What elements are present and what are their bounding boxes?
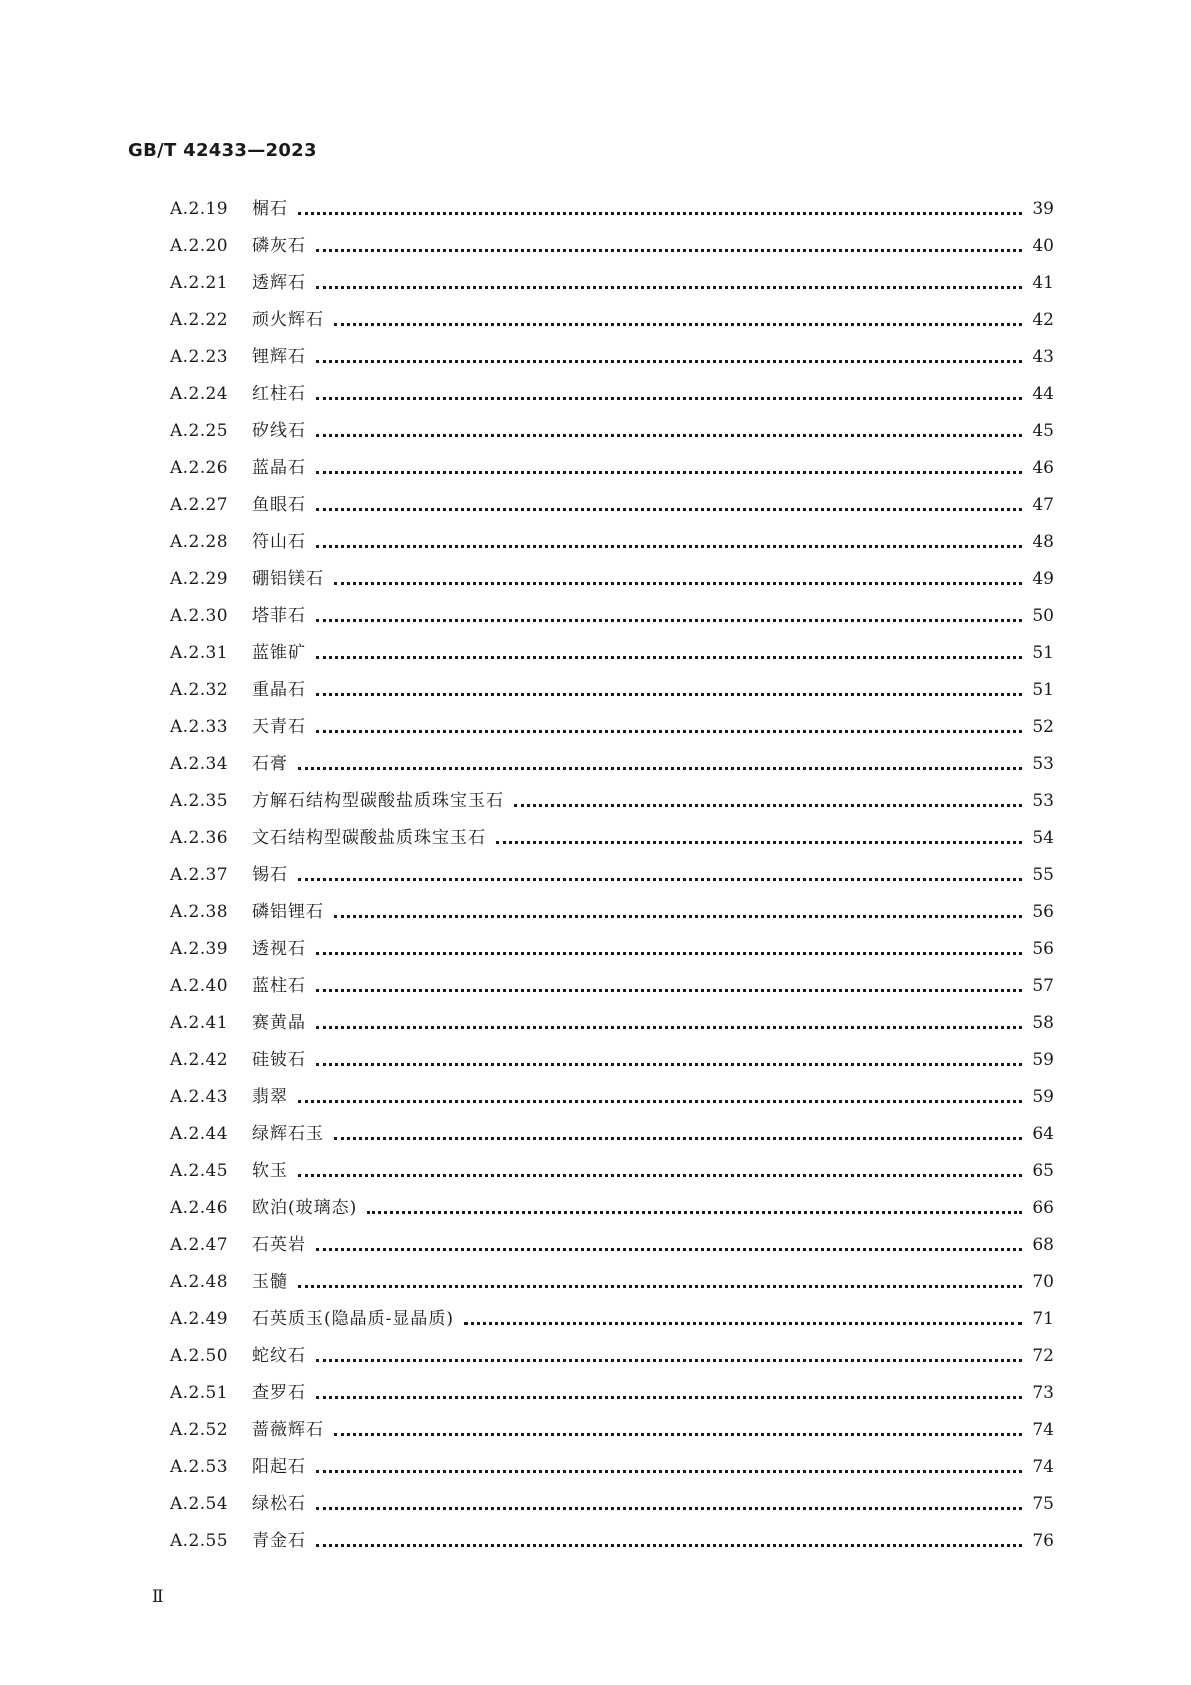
dot-leader [334, 321, 1022, 326]
toc-entry-title: 符山石 [252, 532, 306, 552]
toc-entry-title: 锂辉石 [252, 347, 306, 367]
toc-entry[interactable] [170, 191, 1054, 228]
toc-entry[interactable] [170, 894, 1054, 931]
toc-entry-page: 41 [1032, 273, 1054, 293]
toc-entry-title: 翡翠 [252, 1087, 288, 1107]
toc-entry-page: 56 [1032, 902, 1054, 922]
toc-entry-page: 44 [1032, 384, 1054, 404]
dot-leader [367, 1209, 1022, 1214]
toc-entry-page: 66 [1032, 1198, 1054, 1218]
toc-entry-page: 51 [1032, 680, 1054, 700]
table-of-contents [170, 191, 1054, 1560]
toc-entry-title: 蓝柱石 [252, 976, 306, 996]
dot-leader [334, 580, 1022, 585]
toc-entry-title: 榍石 [252, 199, 288, 219]
toc-entry[interactable] [170, 931, 1054, 968]
dot-leader [316, 617, 1022, 622]
toc-entry-page: 65 [1032, 1161, 1054, 1181]
dot-leader [316, 654, 1022, 659]
toc-entry-page: 53 [1032, 791, 1054, 811]
dot-leader [316, 1542, 1022, 1547]
toc-entry-title: 欧泊(玻璃态) [252, 1198, 358, 1218]
dot-leader [298, 1283, 1022, 1288]
toc-entry-title: 蔷薇辉石 [252, 1420, 324, 1440]
toc-entry[interactable] [170, 265, 1054, 302]
toc-entry-page: 73 [1032, 1383, 1054, 1403]
toc-entry-number: A.2.30 [170, 606, 228, 626]
toc-entry[interactable] [170, 746, 1054, 783]
toc-entry[interactable] [170, 783, 1054, 820]
toc-entry[interactable] [170, 1116, 1054, 1153]
dot-leader [298, 1172, 1022, 1177]
toc-entry[interactable] [170, 524, 1054, 561]
toc-entry-page: 43 [1032, 347, 1054, 367]
toc-entry[interactable] [170, 1190, 1054, 1227]
dot-leader [298, 765, 1022, 770]
toc-entry-page: 59 [1032, 1087, 1054, 1107]
dot-leader [316, 506, 1022, 511]
toc-entry-number: A.2.23 [170, 347, 228, 367]
toc-entry-title: 蛇纹石 [252, 1346, 306, 1366]
toc-entry[interactable] [170, 709, 1054, 746]
toc-entry-page: 50 [1032, 606, 1054, 626]
page-number: Ⅱ [152, 1587, 164, 1607]
toc-entry[interactable] [170, 487, 1054, 524]
toc-entry-page: 74 [1032, 1457, 1054, 1477]
toc-entry[interactable] [170, 228, 1054, 265]
toc-entry-title: 天青石 [252, 717, 306, 737]
toc-entry-title: 绿辉石玉 [252, 1124, 324, 1144]
toc-entry[interactable] [170, 302, 1054, 339]
toc-entry-title: 透视石 [252, 939, 306, 959]
toc-entry-number: A.2.53 [170, 1457, 228, 1477]
toc-entry-title: 阳起石 [252, 1457, 306, 1477]
toc-entry-number: A.2.55 [170, 1531, 228, 1551]
toc-entry-number: A.2.28 [170, 532, 228, 552]
toc-entry-title: 石英岩 [252, 1235, 306, 1255]
toc-entry-title: 重晶石 [252, 680, 306, 700]
toc-entry[interactable] [170, 1153, 1054, 1190]
dot-leader [298, 1098, 1022, 1103]
toc-entry-number: A.2.20 [170, 236, 228, 256]
toc-entry-page: 53 [1032, 754, 1054, 774]
toc-entry-title: 蓝锥矿 [252, 643, 306, 663]
toc-entry-title: 锡石 [252, 865, 288, 885]
toc-entry-title: 透辉石 [252, 273, 306, 293]
toc-entry-number: A.2.38 [170, 902, 228, 922]
toc-entry-number: A.2.41 [170, 1013, 228, 1033]
toc-entry-number: A.2.25 [170, 421, 228, 441]
toc-entry-page: 40 [1032, 236, 1054, 256]
toc-entry-title: 赛黄晶 [252, 1013, 306, 1033]
toc-entry[interactable] [170, 1523, 1054, 1560]
toc-entry-page: 70 [1032, 1272, 1054, 1292]
toc-entry-page: 68 [1032, 1235, 1054, 1255]
toc-entry-page: 71 [1032, 1309, 1054, 1329]
dot-leader [298, 210, 1022, 215]
dot-leader [316, 1394, 1022, 1399]
toc-entry-page: 76 [1032, 1531, 1054, 1551]
toc-entry-number: A.2.29 [170, 569, 228, 589]
toc-entry-title: 玉髓 [252, 1272, 288, 1292]
dot-leader [464, 1320, 1022, 1325]
toc-entry-number: A.2.44 [170, 1124, 228, 1144]
toc-entry-page: 47 [1032, 495, 1054, 515]
toc-entry-number: A.2.54 [170, 1494, 228, 1514]
toc-entry-title: 塔菲石 [252, 606, 306, 626]
toc-entry-page: 39 [1032, 199, 1054, 219]
toc-entry-page: 72 [1032, 1346, 1054, 1366]
toc-entry-number: A.2.47 [170, 1235, 228, 1255]
toc-entry-number: A.2.37 [170, 865, 228, 885]
toc-entry-page: 51 [1032, 643, 1054, 663]
toc-entry[interactable] [170, 450, 1054, 487]
toc-entry-number: A.2.52 [170, 1420, 228, 1440]
toc-entry-number: A.2.27 [170, 495, 228, 515]
toc-entry[interactable] [170, 1449, 1054, 1486]
toc-entry[interactable] [170, 376, 1054, 413]
toc-entry-title: 硼铝镁石 [252, 569, 324, 589]
toc-entry-title: 磷铝锂石 [252, 902, 324, 922]
toc-entry[interactable] [170, 1301, 1054, 1338]
toc-entry-title: 石膏 [252, 754, 288, 774]
toc-entry-number: A.2.21 [170, 273, 228, 293]
toc-entry[interactable] [170, 1042, 1054, 1079]
toc-entry[interactable] [170, 672, 1054, 709]
toc-entry-page: 48 [1032, 532, 1054, 552]
toc-entry[interactable] [170, 1338, 1054, 1375]
toc-entry-number: A.2.48 [170, 1272, 228, 1292]
toc-entry-number: A.2.22 [170, 310, 228, 330]
toc-entry-number: A.2.34 [170, 754, 228, 774]
toc-entry-number: A.2.40 [170, 976, 228, 996]
toc-entry[interactable] [170, 1264, 1054, 1301]
toc-entry[interactable] [170, 820, 1054, 857]
dot-leader [316, 395, 1022, 400]
toc-entry-number: A.2.50 [170, 1346, 228, 1366]
dot-leader [316, 358, 1022, 363]
toc-entry-number: A.2.51 [170, 1383, 228, 1403]
dot-leader [316, 691, 1022, 696]
dot-leader [316, 247, 1022, 252]
toc-entry-number: A.2.36 [170, 828, 228, 848]
toc-entry-page: 45 [1032, 421, 1054, 441]
toc-entry-title: 石英质玉(隐晶质-显晶质) [252, 1309, 455, 1329]
toc-entry[interactable] [170, 1227, 1054, 1264]
toc-entry-page: 46 [1032, 458, 1054, 478]
toc-entry[interactable] [170, 1375, 1054, 1412]
toc-entry-title: 矽线石 [252, 421, 306, 441]
toc-entry[interactable] [170, 1486, 1054, 1523]
toc-entry-page: 54 [1032, 828, 1054, 848]
toc-entry[interactable] [170, 413, 1054, 450]
toc-entry-title: 顽火辉石 [252, 310, 324, 330]
toc-entry-number: A.2.33 [170, 717, 228, 737]
toc-entry-title: 蓝晶石 [252, 458, 306, 478]
toc-entry-number: A.2.46 [170, 1198, 228, 1218]
dot-leader [316, 284, 1022, 289]
dot-leader [316, 1505, 1022, 1510]
dot-leader [514, 802, 1022, 807]
dot-leader [298, 876, 1022, 881]
toc-entry-page: 59 [1032, 1050, 1054, 1070]
toc-entry-number: A.2.35 [170, 791, 228, 811]
toc-entry-page: 58 [1032, 1013, 1054, 1033]
toc-entry-title: 磷灰石 [252, 236, 306, 256]
dot-leader [316, 1246, 1022, 1251]
dot-leader [316, 1061, 1022, 1066]
toc-entry-title: 绿松石 [252, 1494, 306, 1514]
toc-entry-title: 查罗石 [252, 1383, 306, 1403]
toc-entry[interactable] [170, 1412, 1054, 1449]
dot-leader [316, 728, 1022, 733]
toc-entry-number: A.2.31 [170, 643, 228, 663]
dot-leader [316, 1468, 1022, 1473]
dot-leader [316, 543, 1022, 548]
toc-entry[interactable] [170, 339, 1054, 376]
toc-entry-title: 硅铍石 [252, 1050, 306, 1070]
toc-entry-number: A.2.19 [170, 199, 228, 219]
toc-entry-title: 青金石 [252, 1531, 306, 1551]
toc-entry-page: 57 [1032, 976, 1054, 996]
dot-leader [316, 469, 1022, 474]
toc-entry-number: A.2.49 [170, 1309, 228, 1329]
toc-entry-title: 鱼眼石 [252, 495, 306, 515]
standard-code: GB/T 42433—2023 [128, 140, 317, 161]
toc-entry[interactable] [170, 1079, 1054, 1116]
toc-entry-page: 42 [1032, 310, 1054, 330]
toc-entry-number: A.2.32 [170, 680, 228, 700]
dot-leader [334, 1431, 1022, 1436]
toc-entry-title: 文石结构型碳酸盐质珠宝玉石 [252, 828, 486, 848]
toc-entry-title: 红柱石 [252, 384, 306, 404]
toc-entry-page: 52 [1032, 717, 1054, 737]
dot-leader [316, 432, 1022, 437]
toc-entry-number: A.2.42 [170, 1050, 228, 1070]
dot-leader [316, 950, 1022, 955]
toc-entry-number: A.2.45 [170, 1161, 228, 1181]
toc-entry[interactable] [170, 635, 1054, 672]
toc-entry-page: 55 [1032, 865, 1054, 885]
toc-entry-page: 56 [1032, 939, 1054, 959]
toc-entry[interactable] [170, 857, 1054, 894]
toc-entry-title: 软玉 [252, 1161, 288, 1181]
toc-entry-page: 49 [1032, 569, 1054, 589]
dot-leader [316, 1024, 1022, 1029]
dot-leader [316, 1357, 1022, 1362]
toc-entry-number: A.2.39 [170, 939, 228, 959]
toc-entry-number: A.2.24 [170, 384, 228, 404]
toc-entry-page: 64 [1032, 1124, 1054, 1144]
toc-entry-page: 75 [1032, 1494, 1054, 1514]
toc-entry-title: 方解石结构型碳酸盐质珠宝玉石 [252, 791, 504, 811]
toc-entry-page: 74 [1032, 1420, 1054, 1440]
dot-leader [496, 839, 1022, 844]
toc-entry[interactable] [170, 598, 1054, 635]
toc-entry[interactable] [170, 561, 1054, 598]
toc-entry-number: A.2.26 [170, 458, 228, 478]
dot-leader [316, 987, 1022, 992]
dot-leader [334, 913, 1022, 918]
toc-entry[interactable] [170, 1005, 1054, 1042]
dot-leader [334, 1135, 1022, 1140]
toc-entry-number: A.2.43 [170, 1087, 228, 1107]
toc-entry[interactable] [170, 968, 1054, 1005]
